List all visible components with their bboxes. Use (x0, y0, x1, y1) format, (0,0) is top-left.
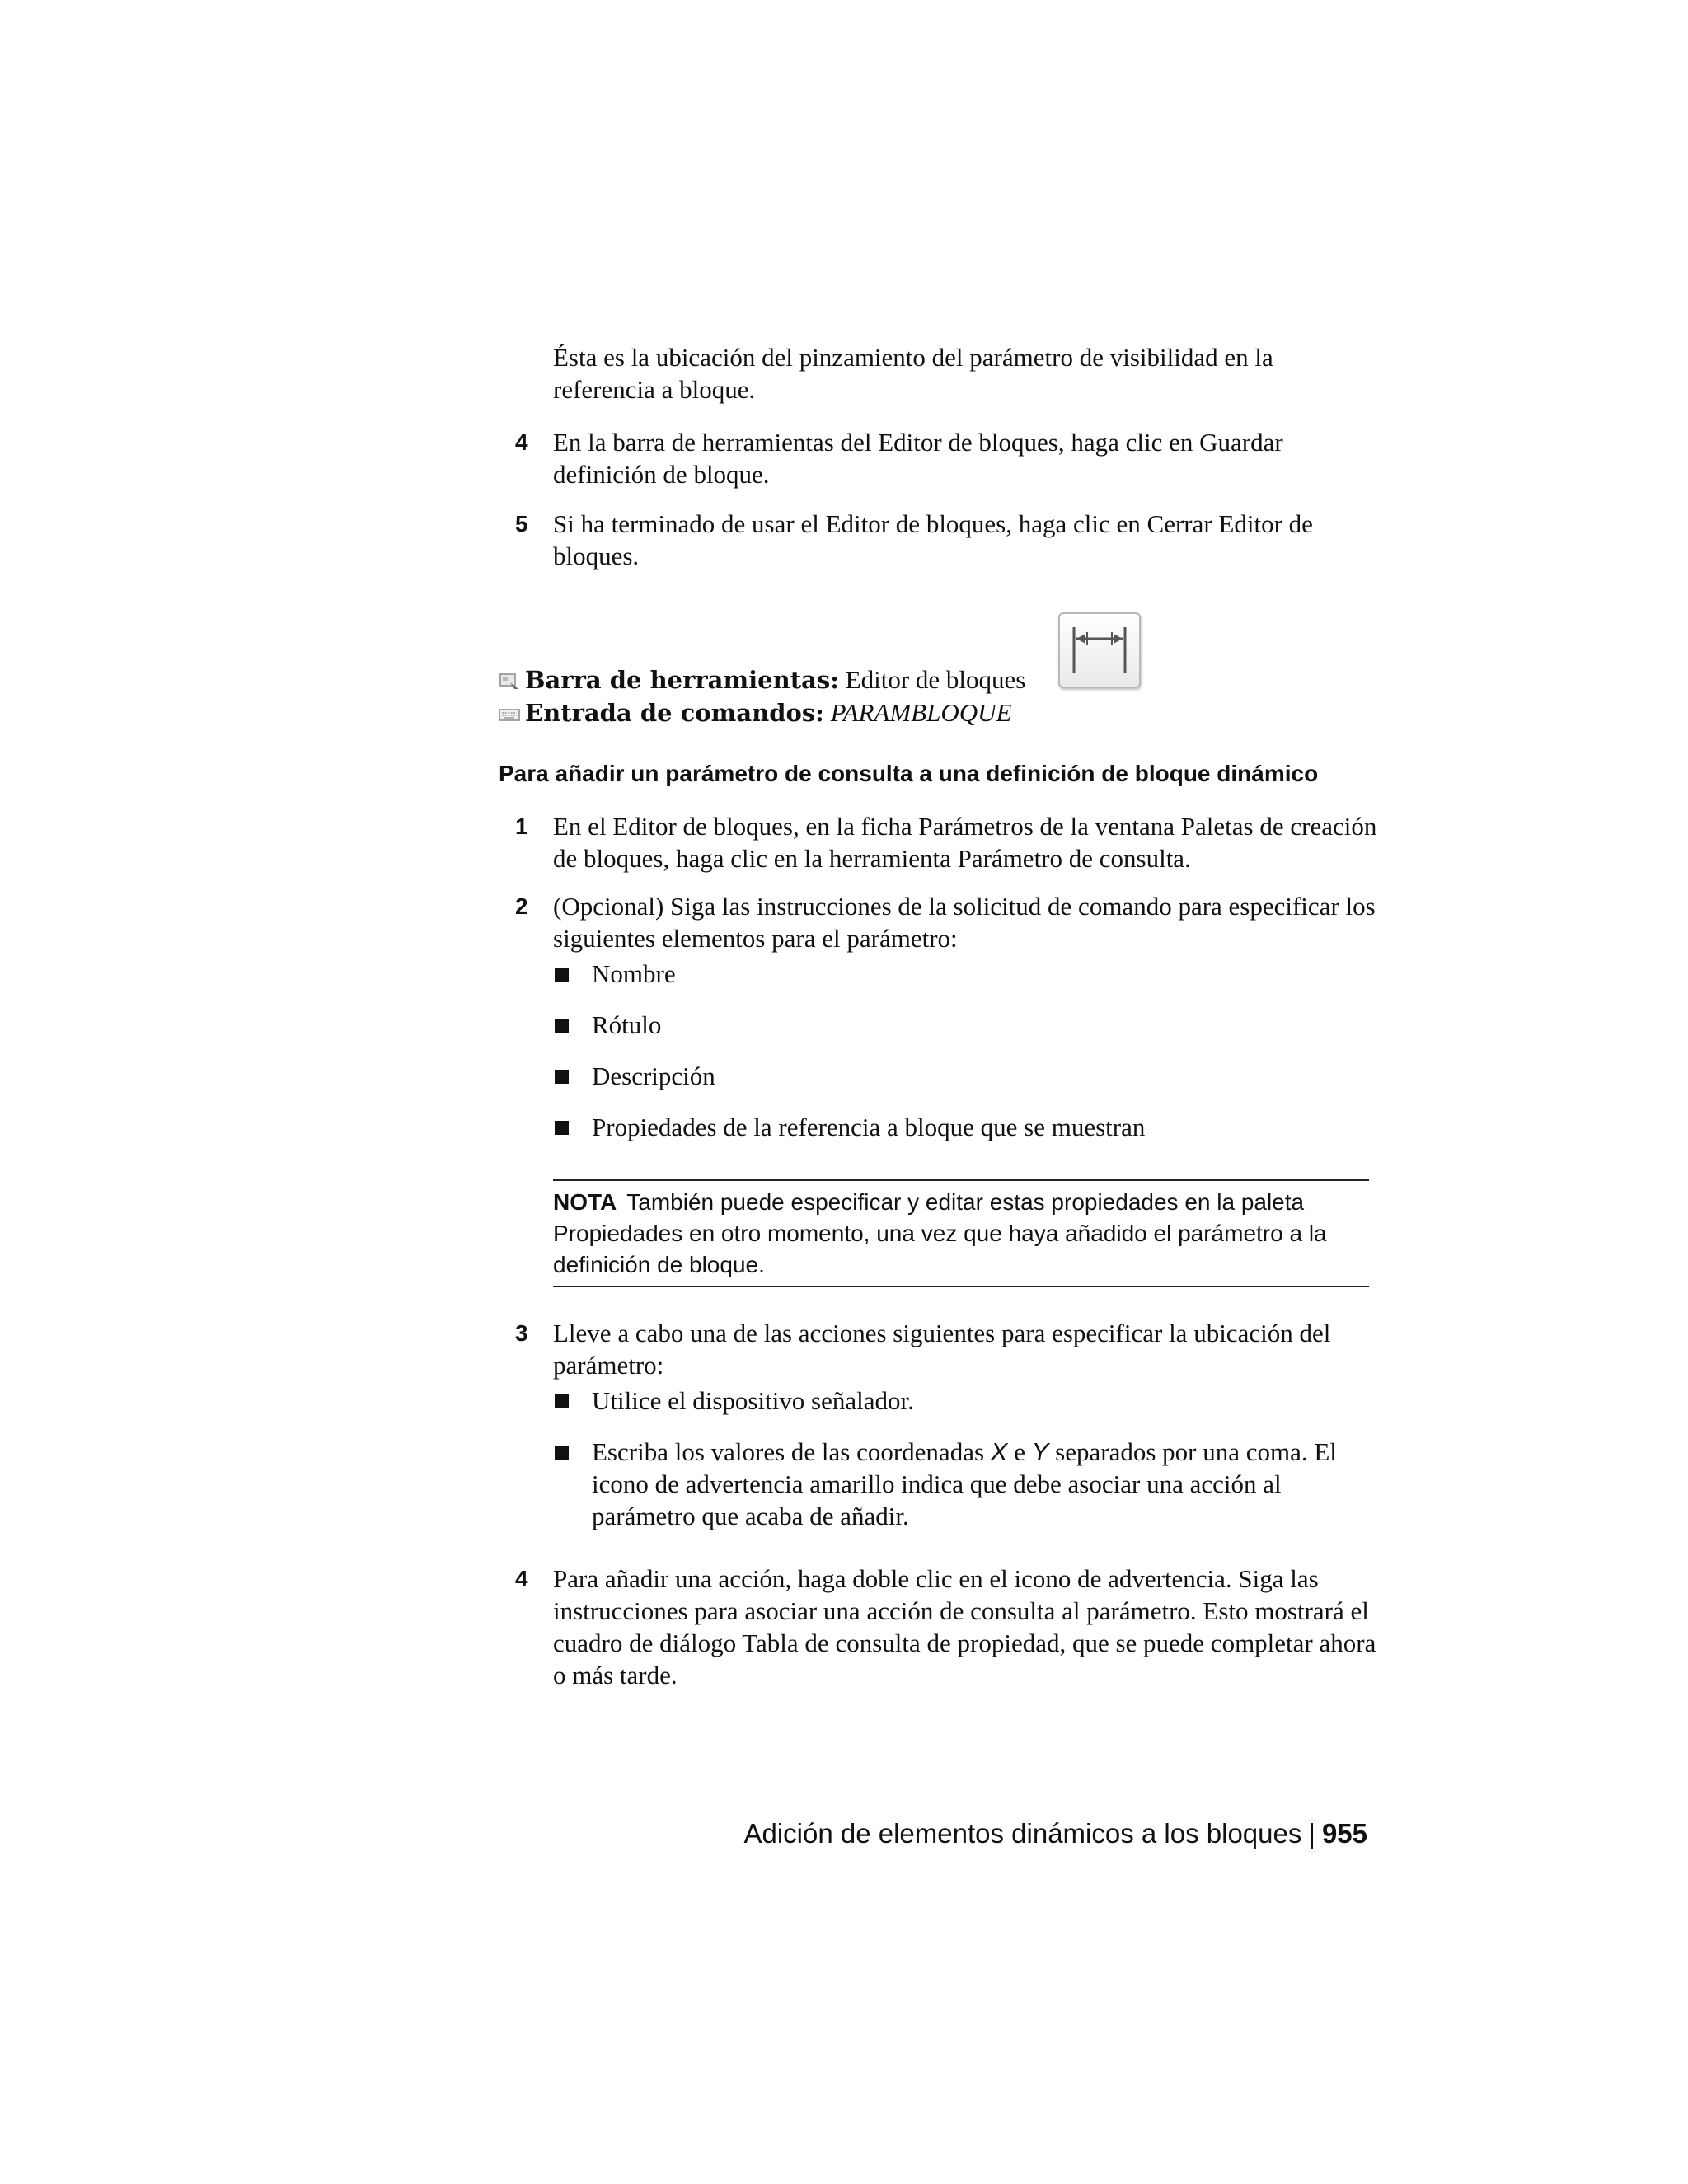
step-text: (Opcional) Siga las instrucciones de la solicitud de comando para especificar los siguientes elementos para el parámetro: (553, 892, 1376, 953)
bullet-text: Rótulo (592, 1010, 662, 1039)
step-number: 1 (515, 813, 528, 839)
bullet-text: Descripción (592, 1062, 715, 1090)
toolbar-label: Barra de herramientas: (525, 666, 839, 694)
bullet-marker (555, 1121, 569, 1135)
bullet-text: Utilice el dispositivo señalador. (592, 1386, 914, 1415)
step-number: 2 (515, 893, 528, 919)
toolbar-icon (499, 673, 520, 691)
coordinate-x: X (990, 1437, 1008, 1466)
keyboard-icon (499, 705, 520, 724)
note-label: NOTA (553, 1189, 617, 1215)
linear-parameter-icon (1060, 614, 1139, 687)
bullet-text: Escriba los valores de las coordenadas X e Y separados por una coma. El icono de advertencia amarillo indica que debe asociar una acción al parámetro que acaba de añadir. (592, 1437, 1337, 1530)
command-reference (499, 696, 1011, 729)
bullet-text: Nombre (592, 959, 676, 988)
bullet-marker (555, 1446, 569, 1460)
footer-title: Adición de elementos dinámicos a los bloques (743, 1818, 1302, 1849)
intro-paragraph: Ésta es la ubicación del pinzamiento del parámetro de visibilidad en la referencia a bloque. (553, 343, 1273, 404)
step-text: En el Editor de bloques, en la ficha Parámetros de la ventana Paletas de creación de bloques, haga clic en la herramienta Parámetro de consulta. (553, 812, 1377, 873)
note-body: También puede especificar y editar estas propiedades en la paleta Propiedades en otro momento, una vez que haya añadido el parámetro a la definición de bloque. (553, 1189, 1327, 1277)
section-heading: Para añadir un parámetro de consulta a una definición de bloque dinámico (499, 761, 1319, 786)
bullet-text: Propiedades de la referencia a bloque que se muestran (592, 1113, 1146, 1141)
step-number: 4 (515, 1566, 528, 1591)
step-number: 3 (515, 1320, 528, 1346)
note-text (553, 1187, 1369, 1281)
command-label: Entrada de comandos: (525, 699, 824, 727)
step-text: En la barra de herramientas del Editor de bloques, haga clic en Guardar definición de bloque. (553, 428, 1283, 489)
step-number: 4 (515, 429, 528, 455)
bullet-marker (555, 1070, 569, 1084)
bullet-marker (555, 1019, 569, 1033)
command-value: PARAMBLOQUE (830, 698, 1012, 727)
toolbar-value: Editor de bloques (845, 665, 1026, 694)
step-text: Lleve a cabo una de las acciones siguientes para especificar la ubicación del parámetro: (553, 1319, 1331, 1380)
coordinate-y: Y (1031, 1437, 1049, 1466)
bullet-marker (555, 1394, 569, 1408)
step-text: Si ha terminado de usar el Editor de bloques, haga clic en Cerrar Editor de bloques. (553, 509, 1313, 570)
page-number: 955 (1321, 1818, 1367, 1849)
linear-parameter-button[interactable] (1058, 612, 1141, 688)
step-text: Para añadir una acción, haga doble clic en el icono de advertencia. Siga las instrucciones para asociar una acción de consulta al parámetro. Esto mostrará el cuadro de diálogo Tabla de consulta de propiedad, que se puede completar ahora o más tarde. (553, 1564, 1376, 1690)
note-box (553, 1179, 1369, 1287)
page-footer (736, 1816, 1367, 1852)
footer-separator: | (1308, 1818, 1315, 1849)
bullet-marker (555, 968, 569, 982)
toolbar-reference (499, 663, 1025, 696)
step-number: 5 (515, 511, 528, 537)
